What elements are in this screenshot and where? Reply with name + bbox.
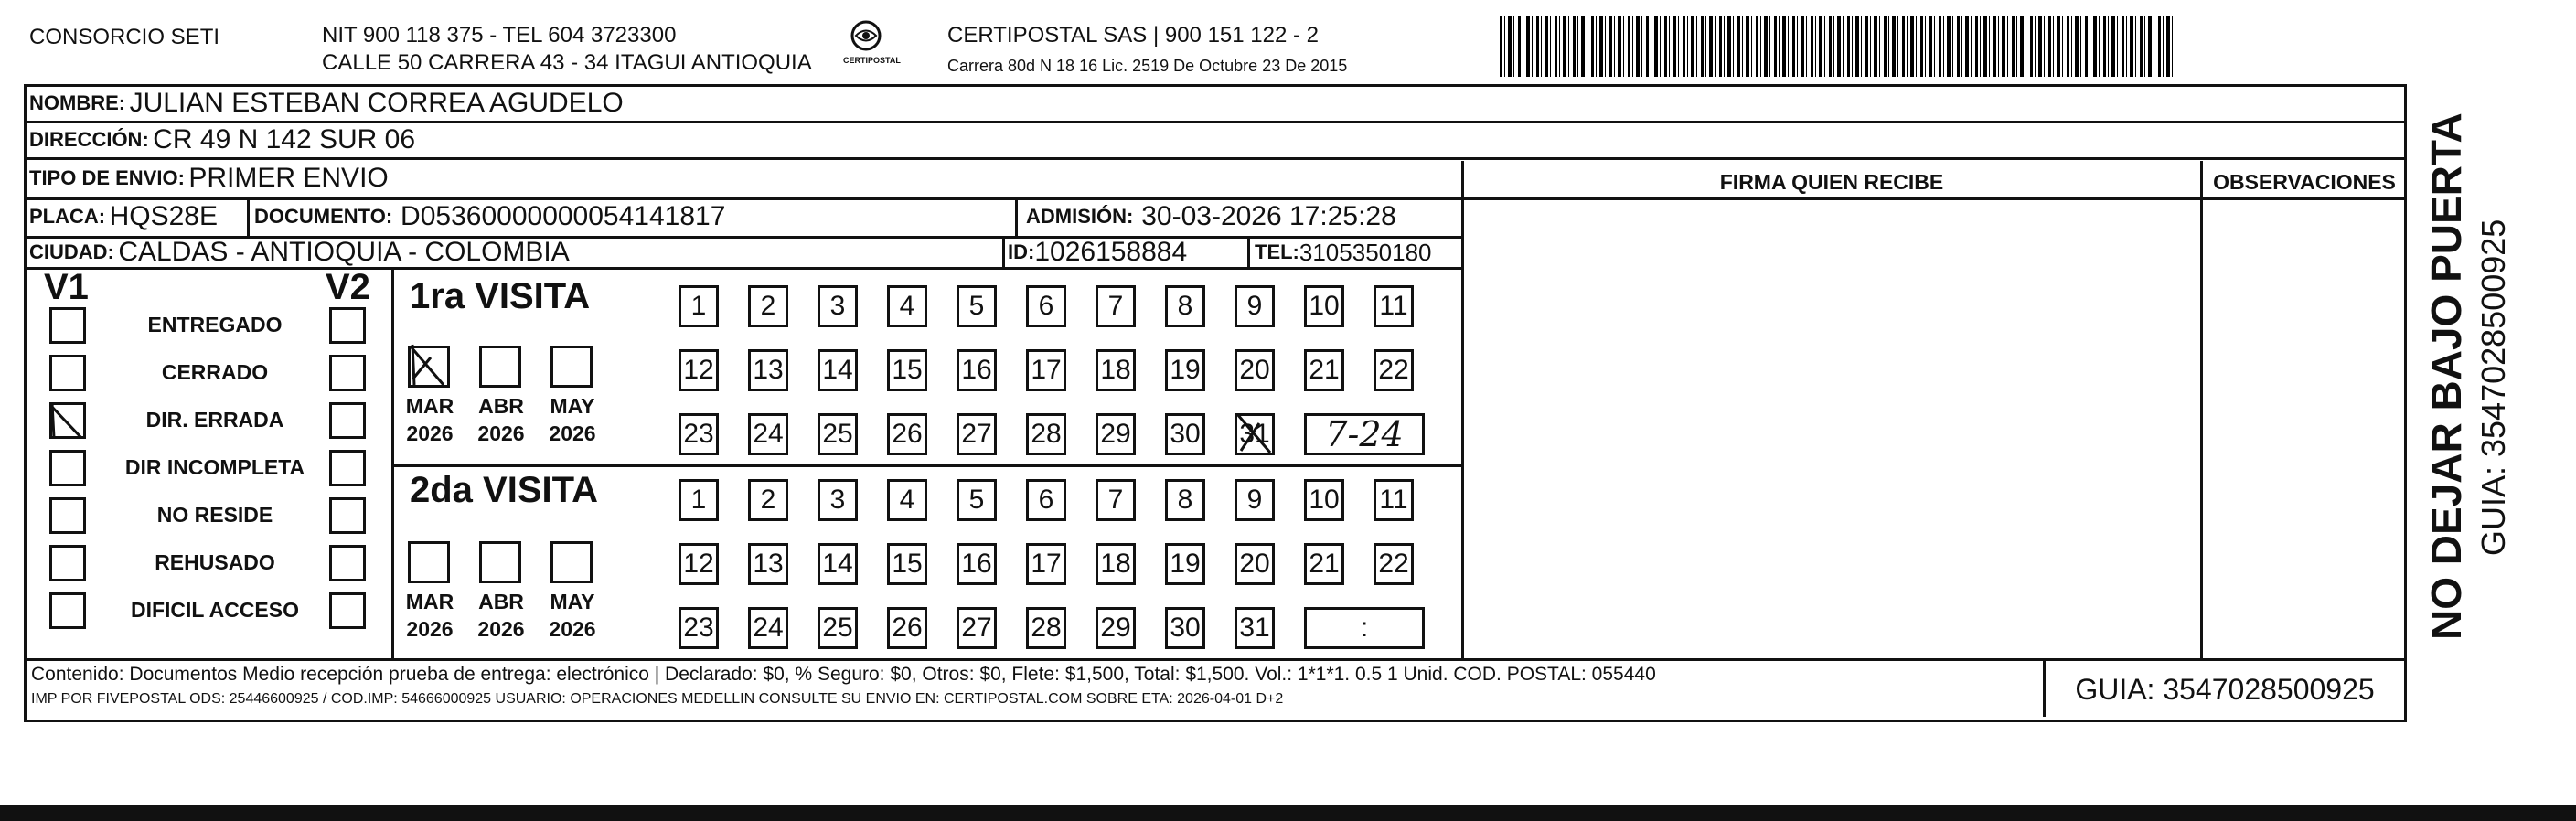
- v1-checkbox[interactable]: [49, 307, 86, 344]
- nombre-label: NOMBRE:: [29, 91, 126, 114]
- day-box[interactable]: 5: [957, 285, 997, 327]
- barcode: [1500, 16, 2176, 77]
- certipostal-logo-icon: [843, 18, 901, 65]
- day-box[interactable]: 30: [1165, 607, 1205, 649]
- day-box[interactable]: 28: [1026, 413, 1066, 455]
- day-box[interactable]: 24: [748, 607, 788, 649]
- day-box[interactable]: 29: [1096, 607, 1136, 649]
- second-visit-label: 2da VISITA: [410, 470, 598, 510]
- time-box[interactable]: :: [1304, 607, 1425, 649]
- v1-checkbox[interactable]: [49, 592, 86, 629]
- direccion-row: [29, 123, 415, 157]
- day-box[interactable]: 27: [957, 607, 997, 649]
- day-box[interactable]: 14: [818, 349, 858, 391]
- first-visit-label: 1ra VISITA: [410, 276, 591, 316]
- day-box[interactable]: 11: [1374, 479, 1414, 521]
- day-box[interactable]: 16: [957, 543, 997, 585]
- day-box[interactable]: 3: [818, 479, 858, 521]
- day-box[interactable]: 17: [1026, 543, 1066, 585]
- month-label: ABR: [478, 394, 524, 418]
- month-label: MAR: [405, 590, 454, 613]
- time-box[interactable]: 7-24: [1304, 413, 1425, 455]
- v1-checkbox[interactable]: [49, 497, 86, 534]
- id-label: ID:: [1008, 240, 1035, 263]
- admision-label: ADMISIÓN:: [1026, 205, 1134, 228]
- nit-line: NIT 900 118 375 - TEL 604 3723300: [322, 23, 677, 48]
- contenido-line: Contenido: Documentos Medio recepción prueba de entrega: electrónico | Declarado: $0, % Seguro: $0, Otros: $0, Flete: $1,500, Total: $1,500. Vol.: 1*1*1. 0.5 1 Unid. COD. POSTAL: 055440: [31, 664, 1656, 685]
- day-box[interactable]: 25: [818, 607, 858, 649]
- day-box[interactable]: 13: [748, 349, 788, 391]
- placa-value: HQS28E: [109, 201, 218, 231]
- day-box[interactable]: 23: [679, 607, 719, 649]
- year-label: 2026: [549, 617, 596, 641]
- day-box[interactable]: 23: [679, 413, 719, 455]
- day-box[interactable]: 10: [1304, 479, 1344, 521]
- month-checkbox[interactable]: [550, 541, 593, 583]
- status-label: DIR. ERRADA: [145, 408, 284, 432]
- ciudad-label: CIUDAD:: [29, 240, 114, 263]
- nombre-row: [29, 86, 624, 121]
- footer-guia: GUIA: 3547028500925: [2075, 673, 2375, 706]
- day-box[interactable]: 19: [1165, 543, 1205, 585]
- ciudad-row: [29, 235, 570, 270]
- month-label: MAR: [405, 394, 454, 418]
- tipo-value: PRIMER ENVIO: [188, 163, 389, 193]
- day-box[interactable]: 14: [818, 543, 858, 585]
- day-box[interactable]: 8: [1165, 479, 1205, 521]
- nombre-value: JULIAN ESTEBAN CORREA AGUDELO: [129, 88, 624, 118]
- month-label: MAY: [550, 590, 595, 613]
- status-label: DIR INCOMPLETA: [124, 455, 305, 479]
- tipo-row: [29, 161, 389, 196]
- admision-row: [1026, 199, 1396, 234]
- day-box[interactable]: 12: [679, 349, 719, 391]
- firma-label: FIRMA QUIEN RECIBE: [1719, 170, 1944, 194]
- day-box[interactable]: 11: [1374, 285, 1414, 327]
- month-label: ABR: [478, 590, 524, 613]
- tel-row: [1255, 235, 1432, 270]
- day-box[interactable]: 26: [887, 413, 927, 455]
- day-box[interactable]: 6: [1026, 479, 1066, 521]
- status-label: REHUSADO: [155, 550, 275, 574]
- day-box[interactable]: 8: [1165, 285, 1205, 327]
- year-label: 2026: [406, 617, 454, 641]
- day-box[interactable]: 4: [887, 479, 927, 521]
- day-box[interactable]: 2: [748, 479, 788, 521]
- day-box[interactable]: 15: [887, 543, 927, 585]
- day-box[interactable]: 27: [957, 413, 997, 455]
- day-box[interactable]: 2: [748, 285, 788, 327]
- documento-label: DOCUMENTO:: [254, 205, 393, 228]
- observaciones-label: OBSERVACIONES: [2213, 170, 2396, 194]
- day-box[interactable]: 24: [748, 413, 788, 455]
- no-dejar-warning: NO DEJAR BAJO PUERTA: [2422, 112, 2470, 640]
- side-guia: GUIA: 3547028500925: [2474, 219, 2512, 556]
- day-box[interactable]: 9: [1235, 285, 1275, 327]
- day-box[interactable]: 17: [1026, 349, 1066, 391]
- ciudad-value: CALDAS - ANTIOQUIA - COLOMBIA: [118, 237, 570, 267]
- day-box[interactable]: 31: [1235, 607, 1275, 649]
- admision-value: 30-03-2026 17:25:28: [1141, 201, 1396, 231]
- status-label: ENTREGADO: [147, 313, 283, 336]
- status-label: NO RESIDE: [156, 503, 273, 527]
- day-box[interactable]: 12: [679, 543, 719, 585]
- v1-checkbox[interactable]: [49, 402, 86, 439]
- status-label: CERRADO: [161, 360, 269, 384]
- year-label: 2026: [549, 421, 596, 445]
- day-box[interactable]: 30: [1165, 413, 1205, 455]
- day-box[interactable]: 13: [748, 543, 788, 585]
- month-checkbox[interactable]: [479, 346, 521, 388]
- address-line: CALLE 50 CARRERA 43 - 34 ITAGUI ANTIOQUIA: [322, 50, 812, 75]
- day-box[interactable]: 7: [1096, 285, 1136, 327]
- company-name: CONSORCIO SETI: [29, 25, 220, 49]
- day-box[interactable]: 20: [1235, 349, 1275, 391]
- placa-row: [29, 199, 218, 234]
- documento-row: [254, 199, 725, 234]
- day-box[interactable]: 28: [1026, 607, 1066, 649]
- day-box[interactable]: 29: [1096, 413, 1136, 455]
- tipo-label: TIPO DE ENVIO:: [29, 166, 185, 189]
- day-box[interactable]: 18: [1096, 349, 1136, 391]
- tel-label: TEL:: [1255, 240, 1299, 263]
- day-box[interactable]: 1: [679, 479, 719, 521]
- v1-checkbox[interactable]: [49, 450, 86, 486]
- day-box[interactable]: 3: [818, 285, 858, 327]
- day-box[interactable]: 26: [887, 607, 927, 649]
- id-value: 1026158884: [1034, 237, 1188, 267]
- day-box[interactable]: 7: [1096, 479, 1136, 521]
- placa-label: PLACA:: [29, 205, 106, 228]
- direccion-value: CR 49 N 142 SUR 06: [153, 124, 416, 155]
- day-box[interactable]: 1: [679, 285, 719, 327]
- year-label: 2026: [477, 421, 525, 445]
- v1-checkbox[interactable]: [49, 545, 86, 581]
- day-box[interactable]: 25: [818, 413, 858, 455]
- month-checkbox[interactable]: [408, 541, 450, 583]
- day-box[interactable]: 10: [1304, 285, 1344, 327]
- day-box[interactable]: 4: [887, 285, 927, 327]
- v2-label: V2: [326, 267, 370, 307]
- day-box[interactable]: 6: [1026, 285, 1066, 327]
- scan-edge: [0, 805, 2576, 821]
- day-box[interactable]: 21: [1304, 543, 1344, 585]
- day-box[interactable]: 16: [957, 349, 997, 391]
- day-box[interactable]: 22: [1374, 543, 1414, 585]
- year-label: 2026: [477, 617, 525, 641]
- day-box[interactable]: 15: [887, 349, 927, 391]
- id-row: [1008, 235, 1187, 270]
- logo-text: CERTIPOSTAL: [843, 56, 901, 65]
- tel-value: 3105350180: [1299, 238, 1432, 266]
- day-box[interactable]: 9: [1235, 479, 1275, 521]
- documento-value: D05360000000054141817: [401, 201, 726, 231]
- month-checkbox[interactable]: [550, 346, 593, 388]
- day-box[interactable]: 31: [1235, 413, 1275, 455]
- v1-checkbox[interactable]: [49, 355, 86, 391]
- day-box[interactable]: 21: [1304, 349, 1344, 391]
- v1-label: V1: [44, 267, 89, 307]
- direccion-label: DIRECCIÓN:: [29, 128, 149, 151]
- day-box[interactable]: 5: [957, 479, 997, 521]
- day-box[interactable]: 22: [1374, 349, 1414, 391]
- day-box[interactable]: 18: [1096, 543, 1136, 585]
- imp-line: IMP POR FIVEPOSTAL ODS: 25446600925 / COD.IMP: 54666000925 USUARIO: OPERACIONES MEDELLIN CONSULTE SU ENVIO EN: CERTIPOSTAL.COM SOBRE ETA: 2026-04-01 D+2: [31, 691, 1284, 707]
- day-box[interactable]: 19: [1165, 349, 1205, 391]
- month-label: MAY: [550, 394, 595, 418]
- status-label: DIFICIL ACCESO: [130, 598, 299, 622]
- month-checkbox[interactable]: [479, 541, 521, 583]
- license-line: Carrera 80d N 18 16 Lic. 2519 De Octubre 23 De 2015: [947, 57, 1348, 75]
- carrier-line: CERTIPOSTAL SAS | 900 151 122 - 2: [947, 23, 1319, 48]
- year-label: 2026: [406, 421, 454, 445]
- month-checkbox[interactable]: [408, 346, 450, 388]
- day-box[interactable]: 20: [1235, 543, 1275, 585]
